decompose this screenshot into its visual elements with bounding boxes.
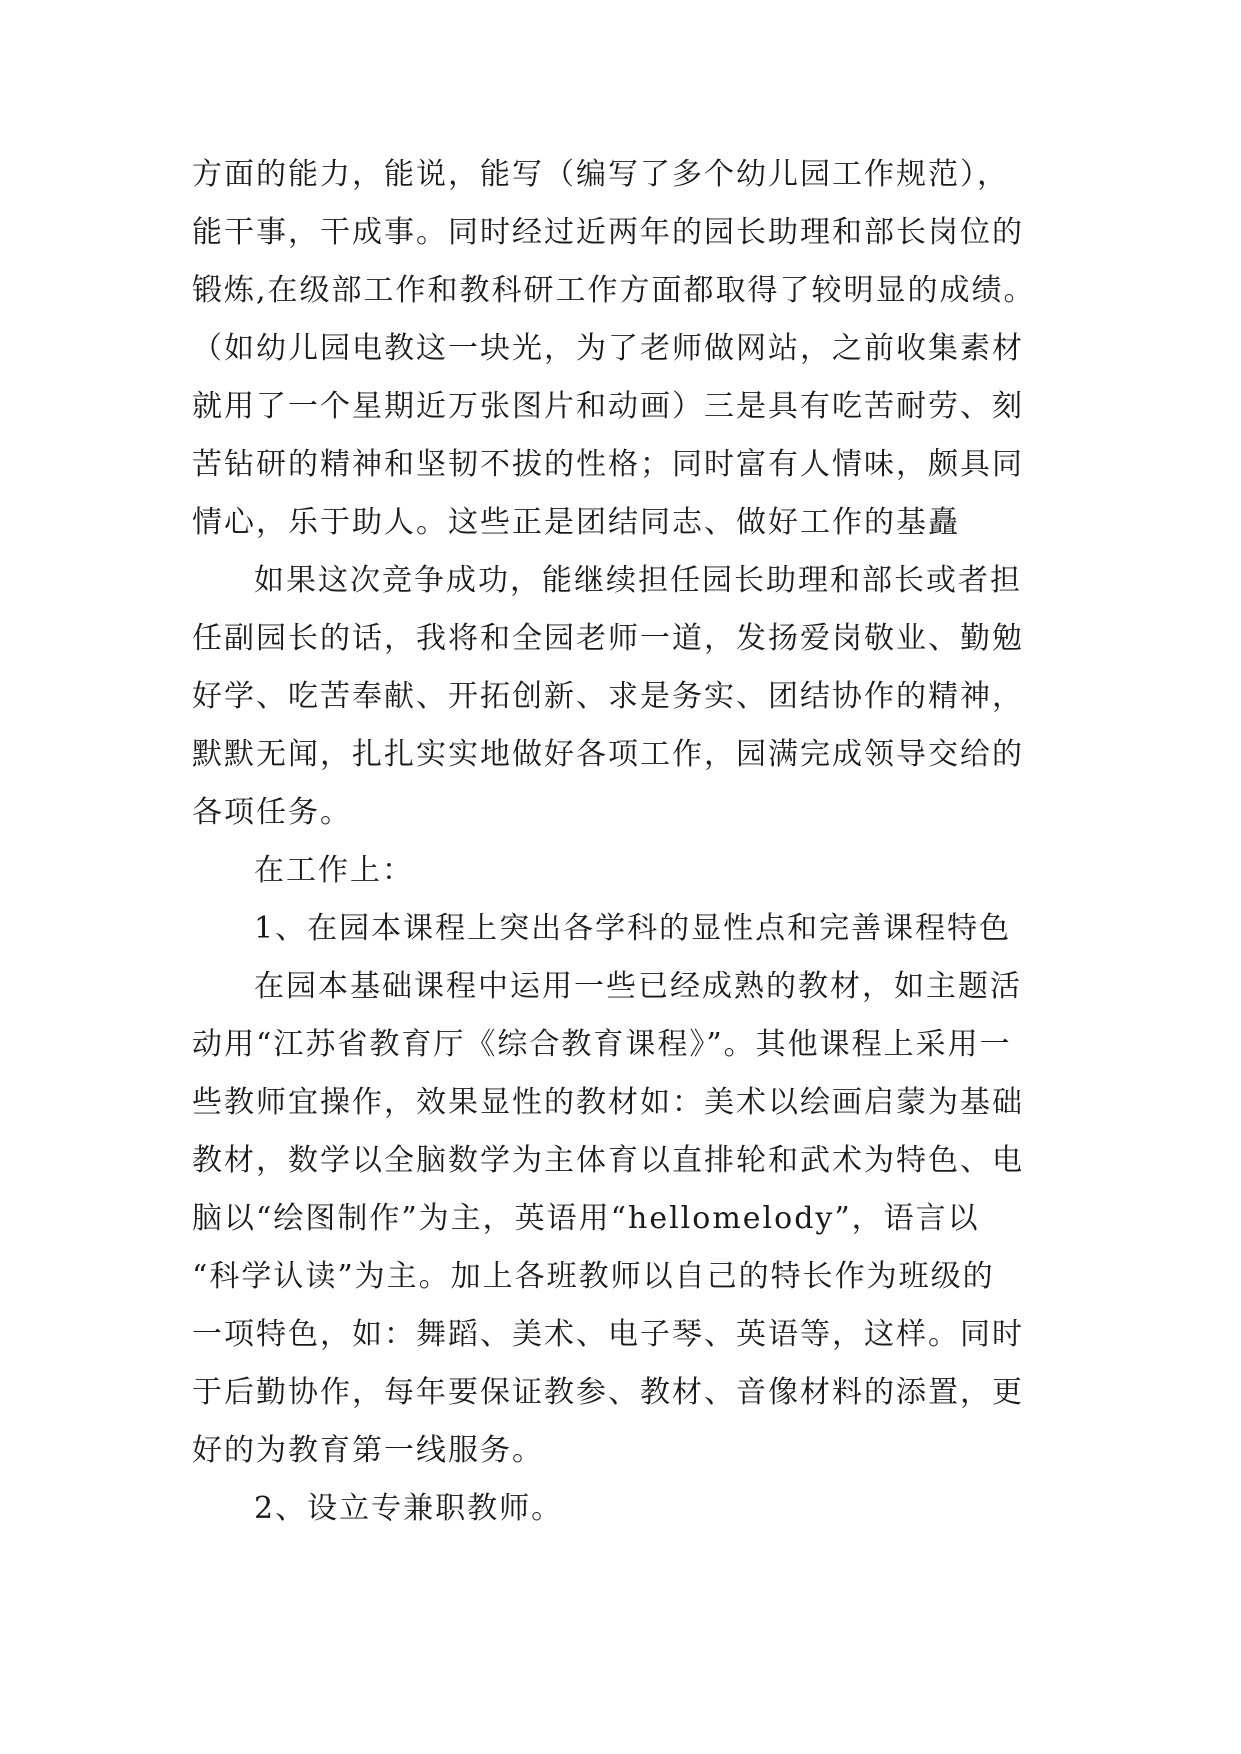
list-item-heading: 1、在园本课程上突出各学科的显性点和完善课程特色 bbox=[254, 911, 1012, 946]
text-line: 好学、吃苦奉献、开拓创新、求是务实、团结协作的精神， bbox=[192, 679, 1024, 714]
text-line: 动用“江苏省教育厅《综合教育课程》”。其他课程上采用一 bbox=[192, 1027, 1012, 1062]
text-line: 脑以“绘图制作”为主，英语用“hellomelody”，语言以 bbox=[192, 1201, 980, 1236]
text-line: “科学认读”为主。加上各班教师以自己的特长作为班级的 bbox=[192, 1259, 995, 1294]
text-line: 苦钻研的精神和坚韧不拔的性格；同时富有人情味，颇具同 bbox=[192, 447, 1024, 482]
text-line: 任副园长的话，我将和全园老师一道，发扬爱岗敬业、勤勉 bbox=[192, 621, 1024, 656]
paragraph-start-line: 如果这次竞争成功，能继续担任园长助理和部长或者担 bbox=[254, 563, 1022, 598]
text-line: 方面的能力，能说，能写（编写了多个幼儿园工作规范）， bbox=[192, 157, 1009, 192]
text-line: 锻炼,在级部工作和教科研工作方面都取得了较明显的成绩。 bbox=[192, 273, 1036, 308]
text-line: 就用了一个星期近万张图片和动画）三是具有吃苦耐劳、刻 bbox=[192, 389, 1024, 424]
text-line: 些教师宜操作，效果显性的教材如：美术以绘画启蒙为基础 bbox=[192, 1085, 1024, 1120]
text-line: 教材，数学以全脑数学为主体育以直排轮和武术为特色、电 bbox=[192, 1143, 1024, 1178]
text-line: 情心，乐于助人。这些正是团结同志、做好工作的基矗 bbox=[192, 505, 960, 540]
text-line: 于后勤协作，每年要保证教参、教材、音像材料的添置，更 bbox=[192, 1375, 1024, 1410]
text-line: 一项特色，如：舞蹈、美术、电子琴、英语等，这样。同时 bbox=[192, 1317, 1024, 1352]
section-heading: 在工作上： bbox=[254, 853, 414, 888]
text-line: 好的为教育第一线服务。 bbox=[192, 1433, 544, 1468]
text-line: 各项任务。 bbox=[192, 795, 352, 830]
document-body bbox=[192, 146, 1062, 1538]
text-line: 能干事，干成事。同时经过近两年的园长助理和部长岗位的 bbox=[192, 215, 1024, 250]
text-line: （如幼儿园电教这一块光，为了老师做网站，之前收集素材 bbox=[192, 331, 1024, 366]
paragraph-start-line: 在园本基础课程中运用一些已经成熟的教材，如主题活 bbox=[254, 969, 1022, 1004]
text-line: 默默无闻，扎扎实实地做好各项工作，园满完成领导交给的 bbox=[192, 737, 1024, 772]
list-item-heading: 2、设立专兼职教师。 bbox=[254, 1491, 564, 1526]
